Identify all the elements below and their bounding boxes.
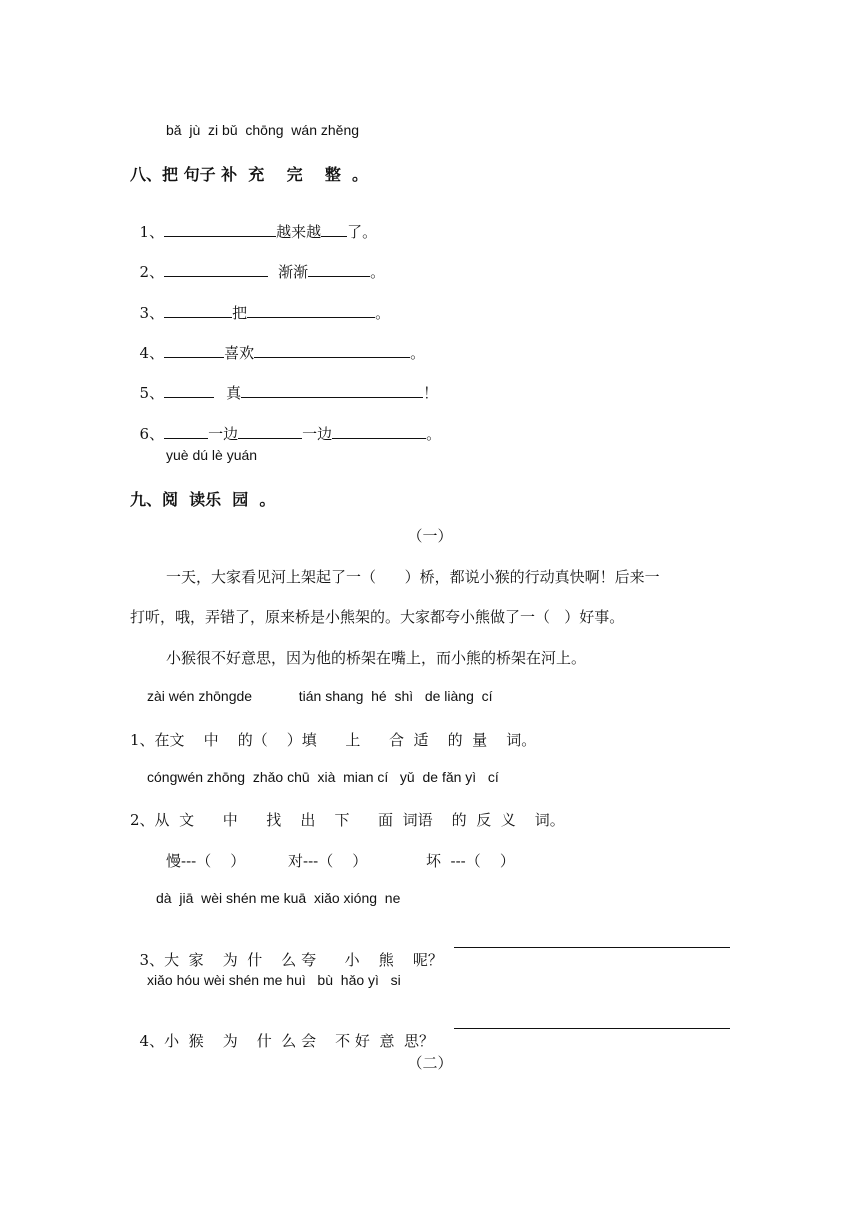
blank-line[interactable]	[164, 342, 224, 358]
sentence-item-3	[130, 284, 390, 323]
antonym-item-slow: 慢---（ ）	[166, 852, 246, 870]
blank-line[interactable]	[308, 261, 370, 277]
item-word: 一边	[208, 425, 239, 443]
question-3	[130, 931, 443, 970]
section9-title: 九、阅 读乐 园 。	[130, 490, 276, 509]
question4-pinyin: xiǎo hóu wèi shén me huì bù hǎo yì si	[147, 972, 401, 988]
section8-pinyin: bǎ jù zi bǔ chōng wán zhěng	[166, 122, 360, 138]
passage-line-3: 小猴很不好意思，因为他的桥架在嘴上，而小熊的桥架在河上。	[166, 649, 587, 667]
blank-line[interactable]	[164, 382, 214, 398]
sentence-item-1	[130, 203, 377, 242]
item-word: 喜欢	[224, 344, 255, 362]
item-end: 了。	[347, 223, 378, 241]
question1-pinyin: zài wén zhōngde tián shang hé shì de liàng cí	[147, 688, 493, 704]
blank-line[interactable]	[321, 221, 347, 237]
sentence-item-6	[130, 405, 441, 444]
blank-line[interactable]	[164, 423, 208, 439]
section8-title: 八、把 句子 补 充 完 整 。	[130, 165, 368, 184]
antonym-item-right: 对---（ ）	[288, 852, 368, 870]
question-1: 1、在文 中 的（ ）填 上 合 适 的 量 词。	[130, 731, 537, 749]
blank-line[interactable]	[164, 302, 232, 318]
question-4-text: 4、小 猴 为 什 么 会 不 好 意 思？	[139, 1032, 434, 1050]
blank-line[interactable]	[332, 423, 426, 439]
blank-line[interactable]	[164, 261, 268, 277]
item-word: 一边	[302, 425, 333, 443]
item-number: 4、	[139, 344, 165, 362]
item-end: 。	[375, 304, 391, 322]
question-4	[130, 1012, 434, 1051]
item-word: 真	[226, 384, 242, 402]
item-end: 。	[370, 263, 386, 281]
item-number: 1、	[139, 223, 165, 241]
answer-line-4[interactable]	[454, 1014, 730, 1029]
blank-line[interactable]	[164, 221, 276, 237]
question3-pinyin: dà jiā wèi shén me kuā xiǎo xióng ne	[156, 890, 401, 906]
part-two-heading: （二）	[407, 1054, 453, 1072]
blank-line[interactable]	[254, 342, 410, 358]
item-word: 渐渐	[278, 263, 309, 281]
question-3-text: 3、大 家 为 什 么 夸 小 熊 呢？	[139, 951, 443, 969]
section9-pinyin: yuè dú lè yuán	[166, 447, 258, 463]
question-2: 2、从 文 中 找 出 下 面 词语 的 反 义 词。	[130, 811, 565, 829]
item-number: 2、	[139, 263, 165, 281]
passage-line-1: 一天，大家看见河上架起了一（ ）桥，都说小猴的行动真快啊！后来一	[166, 568, 660, 586]
sentence-item-5	[130, 364, 438, 403]
question2-pinyin: cóngwén zhōng zhǎo chū xià mian cí yǔ de fǎn yì cí	[147, 769, 499, 785]
passage-line-2: 打听，哦，弄错了，原来桥是小熊架的。大家都夸小熊做了一（ ）好事。	[130, 608, 625, 626]
item-number: 5、	[139, 384, 165, 402]
blank-line[interactable]	[241, 382, 423, 398]
item-number: 6、	[139, 425, 165, 443]
item-end: ！	[423, 384, 439, 402]
part-one-heading: （一）	[407, 527, 453, 545]
blank-line[interactable]	[238, 423, 302, 439]
item-number: 3、	[139, 304, 165, 322]
answer-line-3[interactable]	[454, 933, 730, 948]
item-word: 把	[232, 304, 248, 322]
sentence-item-4	[130, 324, 425, 363]
item-end: 。	[426, 425, 442, 443]
blank-line[interactable]	[247, 302, 375, 318]
sentence-item-2	[130, 243, 385, 282]
item-end: 。	[410, 344, 426, 362]
item-word: 越来越	[276, 223, 322, 241]
antonym-item-bad: 坏 ---（ ）	[426, 852, 515, 870]
